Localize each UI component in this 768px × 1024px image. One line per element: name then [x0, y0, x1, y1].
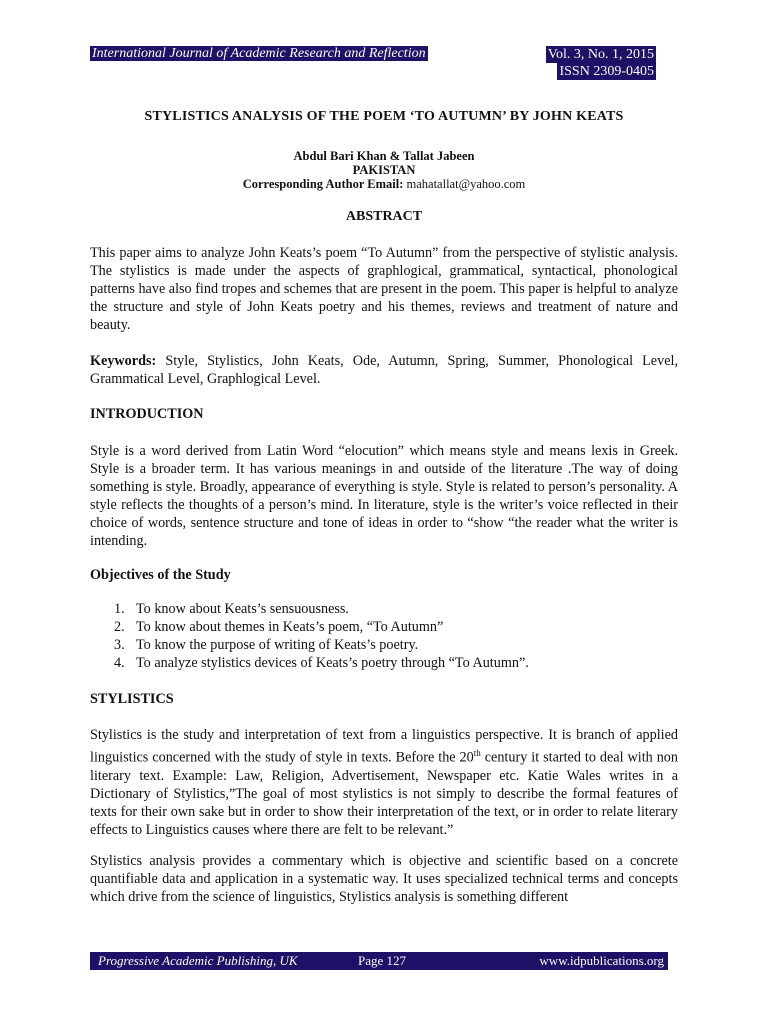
journal-name — [90, 46, 428, 62]
journal-name-text: International Journal of Academic Research and Reflection — [92, 46, 426, 61]
stylistics-p1-b: century it started to deal with non literary text. Example: Law, Religion, Advertisement, Newspaper etc. Katie Wales writes in a Dictionary of Stylistics,”The goal of most stylistics is not simply to describe the formal features of texts for their own sake but in order to show their interpretation of the text, or in order to relate literary effects to Linguistics causes where there are felt to be relevant.” — [90, 749, 678, 838]
list-number: 4. — [114, 655, 125, 671]
email-label: Corresponding Author Email: — [242, 177, 404, 191]
paper-title: STYLISTICS ANALYSIS OF THE POEM ‘TO AUTUMN’ BY JOHN KEATS — [144, 109, 624, 124]
issn: ISSN 2309-0405 — [559, 64, 654, 79]
author-names — [0, 149, 768, 164]
introduction-heading: INTRODUCTION — [90, 406, 204, 422]
author-names-text: Abdul Bari Khan & Tallat Jabeen — [293, 149, 475, 163]
list-text: To know about Keats’s sensuousness. — [136, 601, 349, 617]
stylistics-heading: STYLISTICS — [90, 691, 174, 707]
list-item — [114, 654, 529, 672]
footer-page-number: Page 127 — [358, 953, 407, 968]
list-item — [114, 618, 529, 636]
list-number: 2. — [114, 619, 125, 635]
list-number: 1. — [114, 601, 125, 617]
stylistics-paragraph-1 — [90, 726, 678, 839]
list-item — [114, 636, 529, 654]
keywords-label: Keywords: — [90, 353, 157, 369]
stylistics-p1-a: Stylistics is the study and interpretation of text from a linguistics perspective. It is branch of applied linguistics concerned with the study of style in texts. Before the 20 — [90, 727, 678, 766]
introduction-text: Style is a word derived from Latin Word “elocution” which means style and means lexis in Greek. Style is a broader term. It has various meanings in and outside of the literature .The way of doing something is style. Broadly, appearance of everything is style. Style is related to person’s personality. A style reflects the thoughts of a person’s mind. In literature, style is the writer’s voice reflected in their choice of words, sentence structure and tone of ideas in order to “show “the reader what the writer is intending. — [90, 443, 678, 549]
superscript-th: th — [473, 748, 481, 758]
list-text: To know about themes in Keats’s poem, “To Autumn” — [136, 619, 444, 635]
list-text: To analyze stylistics devices of Keats’s poetry through “To Autumn”. — [136, 655, 529, 671]
objectives-heading: Objectives of the Study — [90, 567, 231, 583]
author-country — [0, 163, 768, 178]
stylistics-paragraph-2: Stylistics analysis provides a commentary which is objective and scientific based on a concrete quantifiable data and application in a systematic way. It uses specialized technical terms and concepts which drive from the science of linguistics, Stylistics analysis is something different — [90, 853, 678, 905]
volume-info — [546, 46, 656, 80]
volume-number: Vol. 3, No. 1, 2015 — [547, 47, 654, 62]
keywords-text: Style, Stylistics, John Keats, Ode, Autumn, Spring, Summer, Phonological Level, Grammatical Level, Graphlogical Level. — [90, 353, 678, 387]
author-email-line — [0, 177, 768, 192]
keywords — [90, 352, 678, 388]
objectives-list — [114, 600, 529, 672]
list-text: To know the purpose of writing of Keats’s poetry. — [136, 637, 419, 653]
list-number: 3. — [114, 637, 125, 653]
author-country-text: PAKISTAN — [352, 163, 416, 177]
footer-url[interactable]: www.idpublications.org — [539, 953, 664, 968]
page-footer — [90, 952, 668, 970]
list-item — [114, 600, 529, 618]
abstract-heading: ABSTRACT — [345, 209, 423, 224]
author-email[interactable]: mahatallat@yahoo.com — [406, 177, 526, 191]
abstract-text: This paper aims to analyze John Keats’s poem “To Autumn” from the perspective of stylistic analysis. The stylistics is made under the aspects of graphlogical, grammatical, syntactical, phonological patterns have also find tropes and schemes that are present in the poem. This paper is helpful to analyze the structure and style of John Keats poetry and his themes, reviews and treatment of nature and beauty. — [90, 245, 678, 333]
footer-publisher: Progressive Academic Publishing, UK — [98, 953, 298, 968]
